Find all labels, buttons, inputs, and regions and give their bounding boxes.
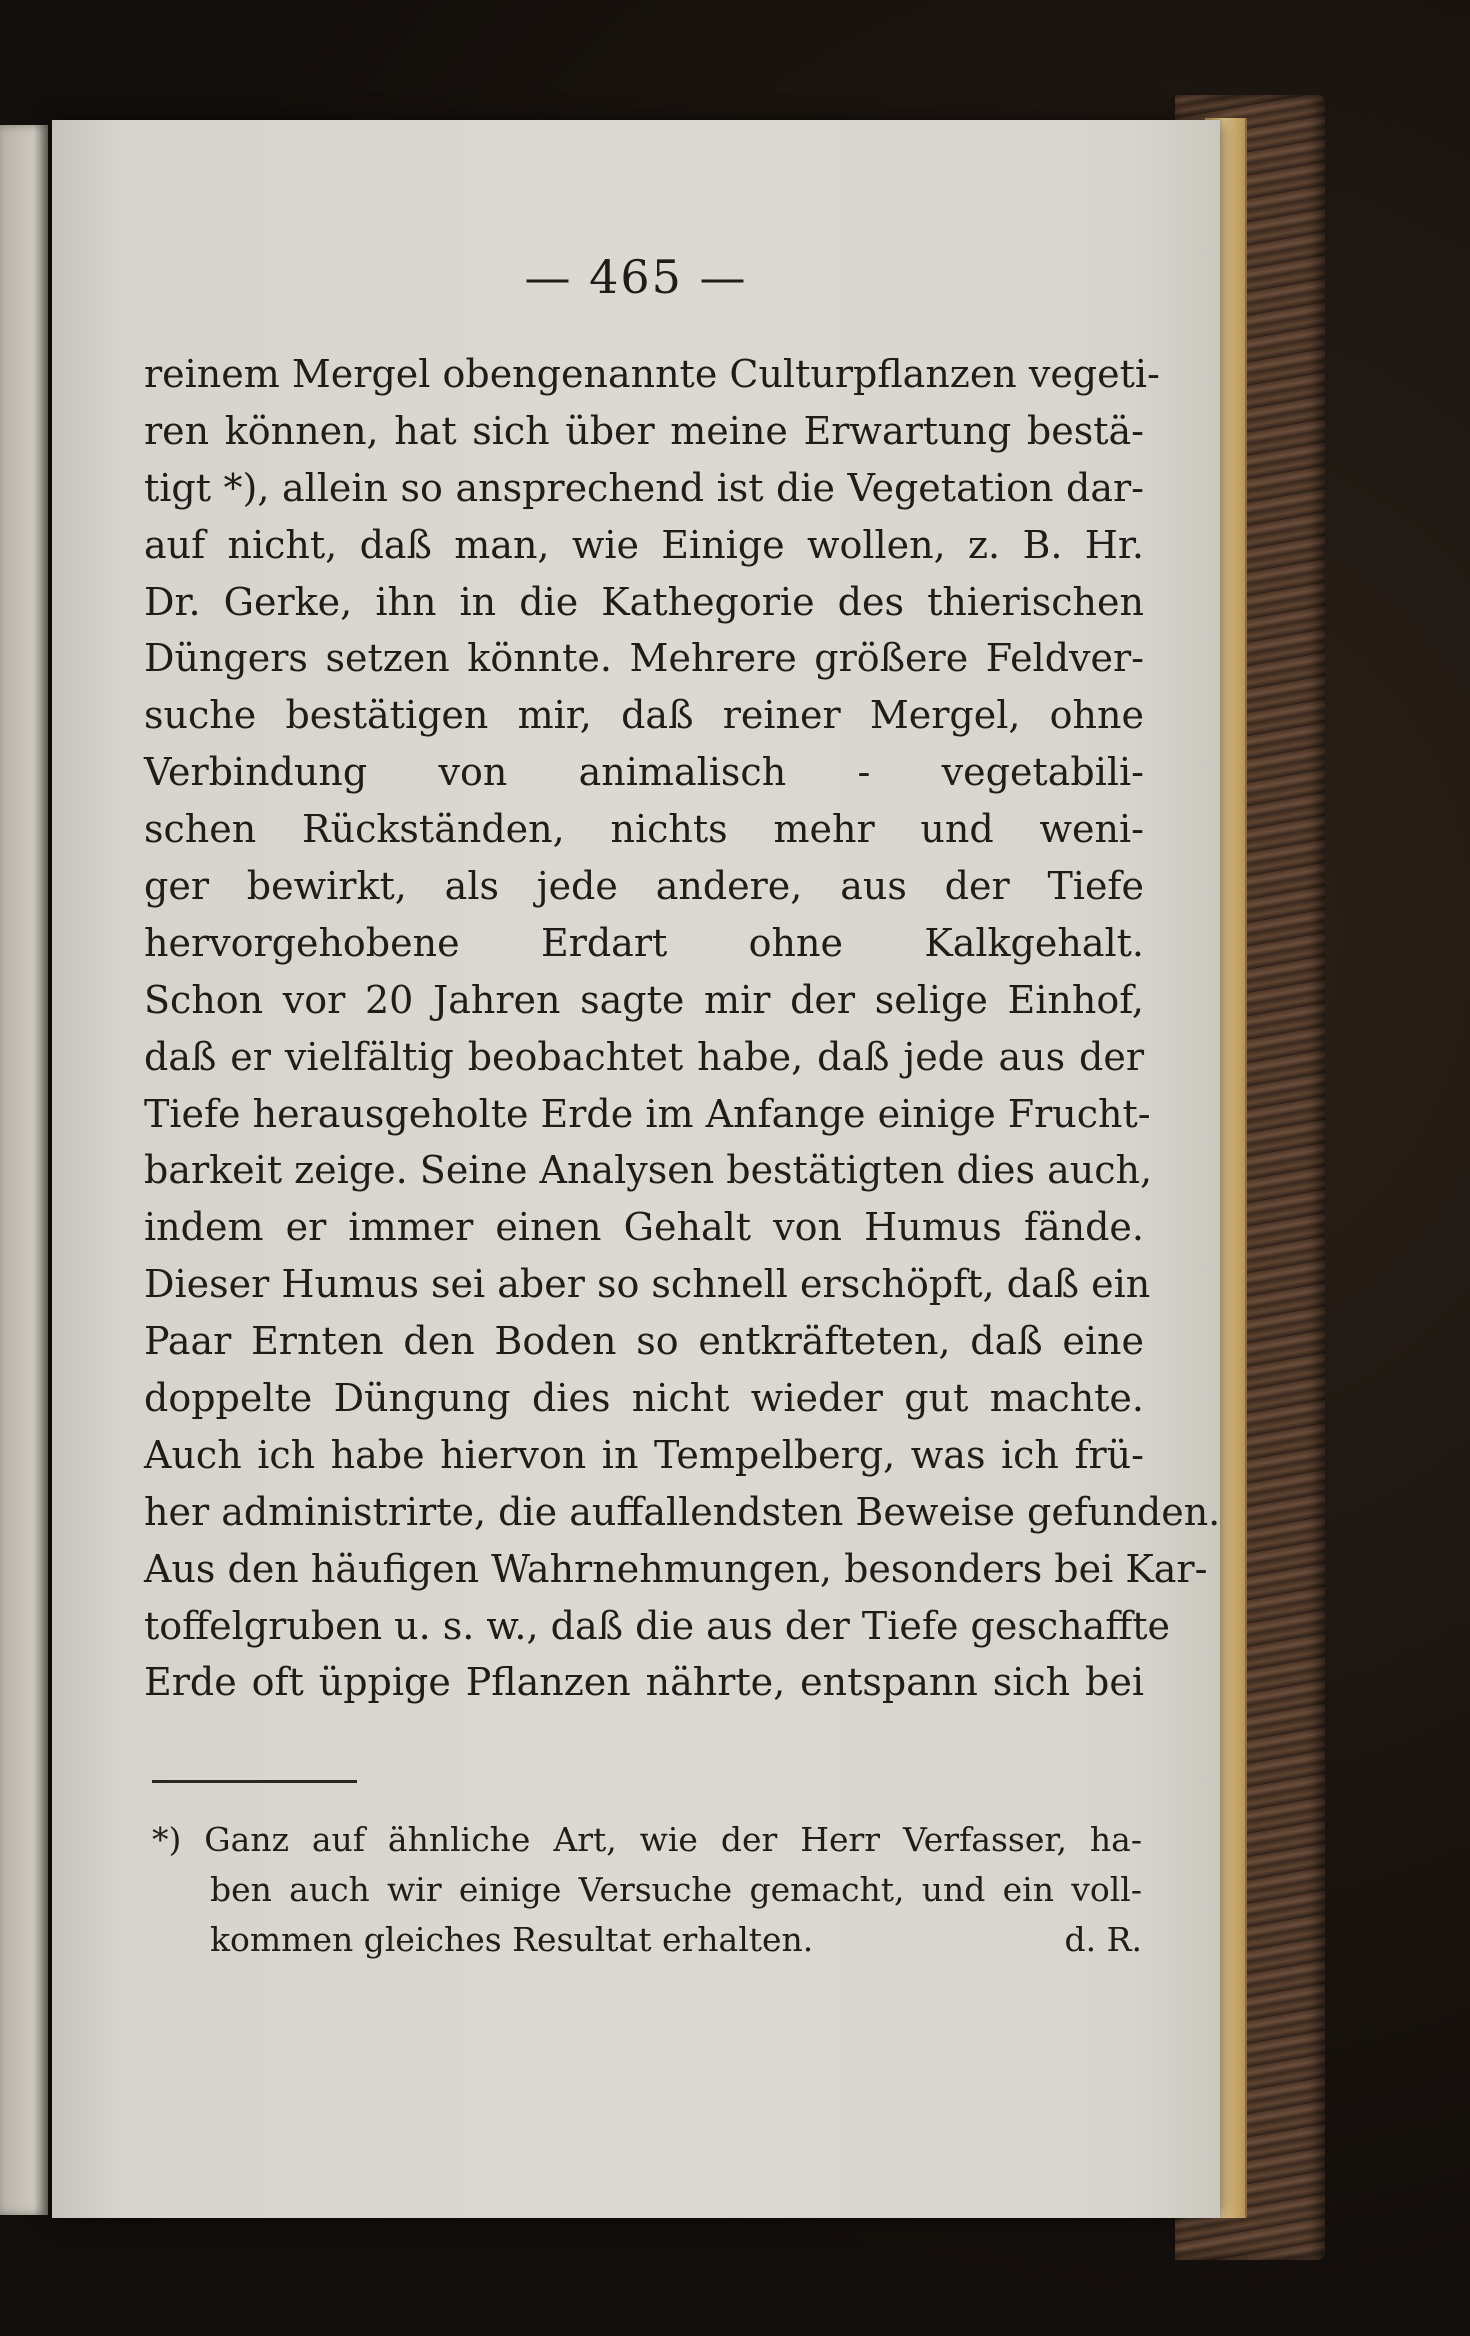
text-line: Erde oft üppige Pflanzen nährte, entspann sich bei (144, 1660, 1144, 1705)
text-line: Düngers setzen könnte. Mehrere größere Feldver- (144, 636, 1144, 681)
text-line: ren können, hat sich über meine Erwartung bestä- (144, 408, 1144, 453)
text-line: Tiefe herausgeholte Erde im Anfange einige Frucht- (144, 1091, 1151, 1136)
footnote-line: ben auch wir einige Versuche gemacht, und ein voll- (210, 1870, 1142, 1909)
book-page (52, 120, 1220, 2218)
text-line: her administrirte, die auffallendsten Beweise gefunden. (144, 1489, 1221, 1534)
text-line: suche bestätigen mir, daß reiner Mergel, ohne (144, 693, 1144, 738)
text-line: toffelgruben u. s. w., daß die aus der Tiefe geschaffte (144, 1603, 1171, 1648)
text-line: barkeit zeige. Seine Analysen bestätigten dies auch, (144, 1148, 1153, 1193)
footnote-line-text: kommen gleiches Resultat erhalten. (210, 1920, 814, 1959)
footnote (152, 1815, 1142, 1965)
footnote-rule (152, 1780, 357, 1783)
text-line: auf nicht, daß man, wie Einige wollen, z. B. Hr. (144, 522, 1144, 567)
text-line: reinem Mergel obengenannte Culturpflanzen vegeti- (144, 352, 1160, 396)
text-line: doppelte Düngung dies nicht wieder gut machte. (144, 1376, 1144, 1421)
footnote-line: *) Ganz auf ähnliche Art, wie der Herr Verfasser, ha- (152, 1820, 1142, 1859)
previous-page-edge (0, 125, 48, 2215)
text-line: schen Rückständen, nichts mehr und weni- (144, 807, 1144, 852)
text-line: Dieser Humus sei aber so schnell erschöpft, daß ein (144, 1262, 1151, 1307)
text-line: Dr. Gerke, ihn in die Kathegorie des thierischen (144, 579, 1144, 624)
footnote-signature: d. R. (1064, 1920, 1142, 1959)
text-line: Paar Ernten den Boden so entkräfteten, daß eine (144, 1319, 1144, 1364)
footnote-line-last (152, 1915, 1142, 1965)
text-line: ger bewirkt, als jede andere, aus der Tiefe (144, 864, 1144, 909)
text-line: hervorgehobene Erdart ohne Kalkgehalt. (144, 920, 1144, 965)
body-text (144, 346, 1221, 1711)
text-line: indem er immer einen Gehalt von Humus fände. (144, 1205, 1144, 1250)
text-line: daß er vielfältig beobachtet habe, daß jede aus der (144, 1034, 1144, 1079)
text-line: tigt *), allein so ansprechend ist die Vegetation dar- (144, 465, 1144, 510)
text-line: Verbindung von animalisch - vegetabili- (144, 750, 1144, 795)
text-line: Auch ich habe hiervon in Tempelberg, was ich frü- (144, 1432, 1144, 1477)
text-line: Aus den häufigen Wahrnehmungen, besonders bei Kar- (144, 1546, 1208, 1591)
text-line: Schon vor 20 Jahren sagte mir der selige Einhof, (144, 977, 1144, 1022)
page-number: — 465 — (524, 250, 748, 304)
